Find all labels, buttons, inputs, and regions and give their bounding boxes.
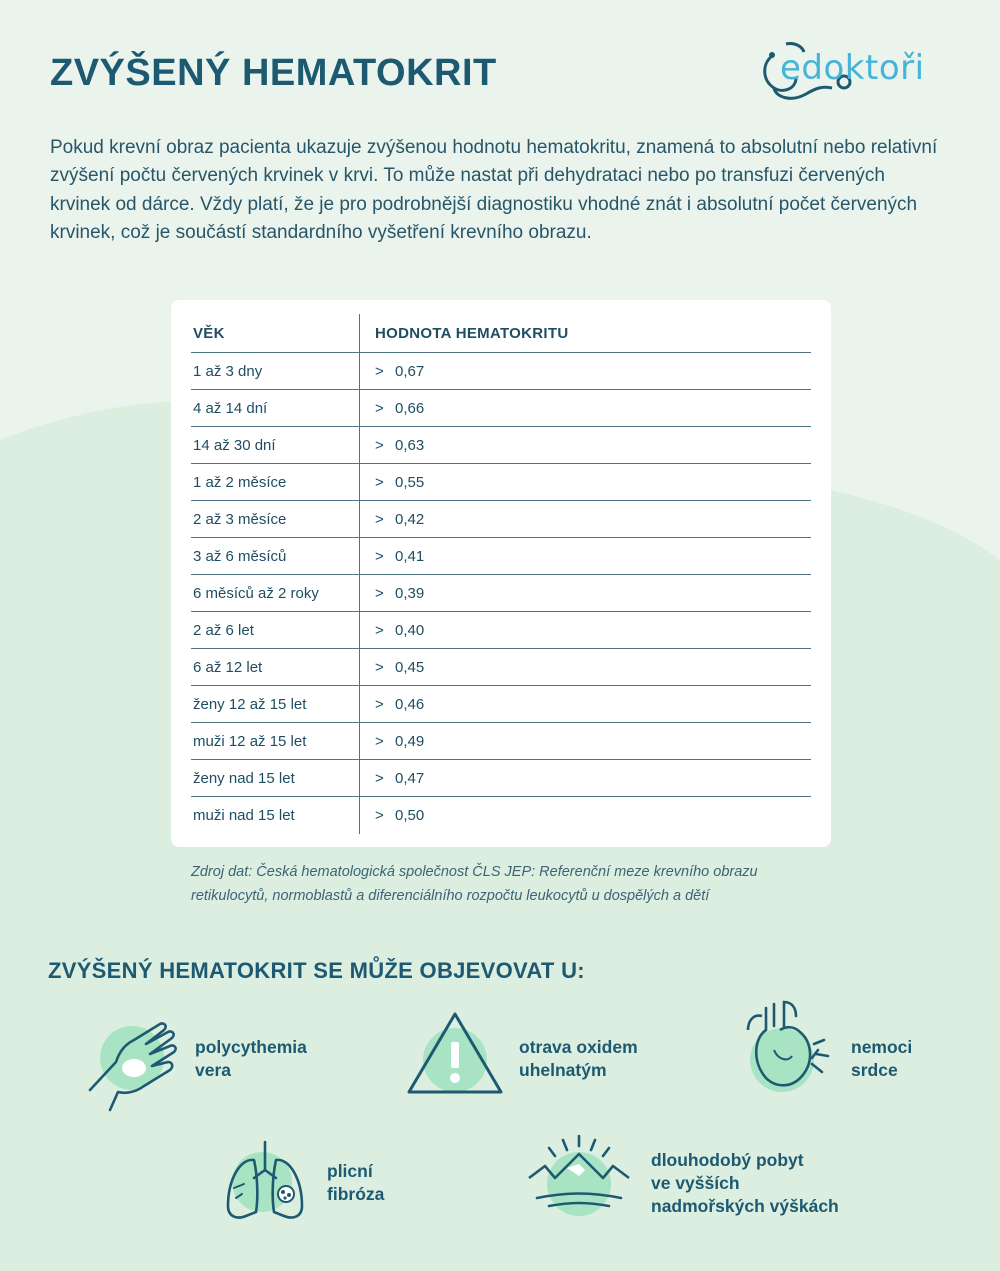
comparator: > bbox=[375, 473, 384, 491]
hand-icon bbox=[86, 1018, 186, 1118]
cause-label-line: polycythemia bbox=[195, 1037, 307, 1057]
value-cell bbox=[360, 353, 811, 389]
value: 0,39 bbox=[395, 584, 425, 602]
cause-label bbox=[195, 1036, 307, 1082]
cause-high-altitude bbox=[527, 1134, 867, 1224]
cause-label-line: fibróza bbox=[327, 1184, 385, 1204]
intro-paragraph: Pokud krevní obraz pacienta ukazuje zvýšenou hodnotu hematokritu, znamená to absolutní nebo relativní zvýšení počtu červených krvinek v krvi. To může nastat při dehydrataci nebo po transfuzi červených krvinek od dárce. Vždy platí, že je pro podrobnější diagnostiku vhodné znát i absolutní počet červených krvinek, což je součástí standardního vyšetření krevního obrazu. bbox=[50, 137, 938, 244]
column-header-age: VĚK bbox=[191, 314, 360, 352]
comparator: > bbox=[375, 436, 384, 454]
table-row bbox=[191, 612, 811, 649]
table-row bbox=[191, 575, 811, 612]
cause-heart-disease bbox=[744, 1000, 944, 1100]
cause-label bbox=[519, 1036, 638, 1082]
comparator: > bbox=[375, 510, 384, 528]
age-cell: 2 až 3 měsíce bbox=[191, 501, 360, 537]
value-cell bbox=[360, 464, 811, 500]
causes-title: ZVÝŠENÝ HEMATOKRIT SE MŮŽE OBJEVOVAT U: bbox=[48, 958, 585, 983]
age-cell: ženy nad 15 let bbox=[191, 760, 360, 796]
warning-triangle-icon bbox=[405, 1010, 505, 1100]
cause-label bbox=[851, 1036, 912, 1082]
cause-label-line: srdce bbox=[851, 1060, 898, 1080]
age-cell: 3 až 6 měsíců bbox=[191, 538, 360, 574]
cause-label-line: plicní bbox=[327, 1161, 373, 1181]
cause-label-line: uhelnatým bbox=[519, 1060, 607, 1080]
value: 0,63 bbox=[395, 436, 425, 454]
table-row bbox=[191, 686, 811, 723]
logo-text: edoktoři bbox=[780, 48, 925, 88]
cause-co-poisoning bbox=[405, 1010, 675, 1100]
cause-label-line: otrava oxidem bbox=[519, 1037, 638, 1057]
age-cell: muži 12 až 15 let bbox=[191, 723, 360, 759]
value-cell bbox=[360, 575, 811, 611]
table-row bbox=[191, 760, 811, 797]
hematocrit-table-card bbox=[171, 300, 831, 847]
comparator: > bbox=[375, 399, 384, 417]
value: 0,40 bbox=[395, 621, 425, 639]
cause-label-line: nadmořských výškách bbox=[651, 1196, 839, 1216]
comparator: > bbox=[375, 362, 384, 380]
comparator: > bbox=[375, 547, 384, 565]
value: 0,42 bbox=[395, 510, 425, 528]
age-cell: 1 až 3 dny bbox=[191, 353, 360, 389]
comparator: > bbox=[375, 658, 384, 676]
value-cell bbox=[360, 390, 811, 426]
table-row bbox=[191, 649, 811, 686]
comparator: > bbox=[375, 807, 384, 824]
lungs-icon bbox=[224, 1140, 306, 1222]
comparator: > bbox=[375, 769, 384, 787]
value: 0,47 bbox=[395, 769, 425, 787]
value: 0,49 bbox=[395, 732, 425, 750]
value: 0,66 bbox=[395, 399, 425, 417]
comparator: > bbox=[375, 621, 384, 639]
age-cell: 2 až 6 let bbox=[191, 612, 360, 648]
comparator: > bbox=[375, 584, 384, 602]
table-row bbox=[191, 723, 811, 760]
cause-label-line: vera bbox=[195, 1060, 232, 1080]
comparator: > bbox=[375, 695, 384, 713]
value: 0,45 bbox=[395, 658, 425, 676]
value: 0,55 bbox=[395, 473, 425, 491]
edoktori-logo[interactable] bbox=[758, 42, 958, 106]
value-cell bbox=[360, 649, 811, 685]
page-title: ZVÝŠENÝ HEMATOKRIT bbox=[50, 52, 497, 94]
value: 0,46 bbox=[395, 695, 425, 713]
value-cell bbox=[360, 686, 811, 722]
mountain-icon bbox=[527, 1134, 631, 1220]
value: 0,67 bbox=[395, 362, 425, 380]
age-cell: 1 až 2 měsíce bbox=[191, 464, 360, 500]
table-row bbox=[191, 538, 811, 575]
cause-label-line: ve vyšších bbox=[651, 1173, 740, 1193]
value-cell bbox=[360, 760, 811, 796]
table-header-row bbox=[191, 314, 811, 353]
cause-label-line: nemoci bbox=[851, 1037, 913, 1057]
table-row bbox=[191, 797, 811, 834]
table-row bbox=[191, 353, 811, 390]
value: 0,50 bbox=[395, 807, 425, 824]
age-cell: 14 až 30 dní bbox=[191, 427, 360, 463]
table-row bbox=[191, 464, 811, 501]
cause-label bbox=[327, 1160, 384, 1206]
source-line-2: retikulocytů, normoblastů a diferenciálního rozpočtu leukocytů u dospělých a dětí bbox=[191, 888, 710, 904]
cause-polycythemia-vera bbox=[86, 1018, 346, 1118]
age-cell: 6 až 12 let bbox=[191, 649, 360, 685]
cause-label-line: dlouhodobý pobyt bbox=[651, 1150, 804, 1170]
table-row bbox=[191, 390, 811, 427]
cause-label bbox=[651, 1149, 839, 1218]
column-header-value: HODNOTA HEMATOKRITU bbox=[375, 324, 569, 342]
value-cell bbox=[360, 612, 811, 648]
value-cell bbox=[360, 723, 811, 759]
value-cell bbox=[360, 538, 811, 574]
heart-icon bbox=[744, 1000, 834, 1095]
age-cell: ženy 12 až 15 let bbox=[191, 686, 360, 722]
comparator: > bbox=[375, 732, 384, 750]
source-line-1: Zdroj dat: Česká hematologická společnost ČLS JEP: Referenční meze krevního obrazu bbox=[191, 864, 758, 880]
value-cell bbox=[360, 427, 811, 463]
data-source-note bbox=[191, 860, 831, 908]
table-row bbox=[191, 427, 811, 464]
age-cell: 4 až 14 dní bbox=[191, 390, 360, 426]
value-cell bbox=[360, 501, 811, 537]
cause-pulmonary-fibrosis bbox=[224, 1140, 424, 1225]
value: 0,41 bbox=[395, 547, 425, 565]
hematocrit-table bbox=[191, 314, 811, 834]
age-cell: muži nad 15 let bbox=[191, 797, 360, 834]
age-cell: 6 měsíců až 2 roky bbox=[191, 575, 360, 611]
table-row bbox=[191, 501, 811, 538]
value-cell bbox=[360, 797, 811, 834]
